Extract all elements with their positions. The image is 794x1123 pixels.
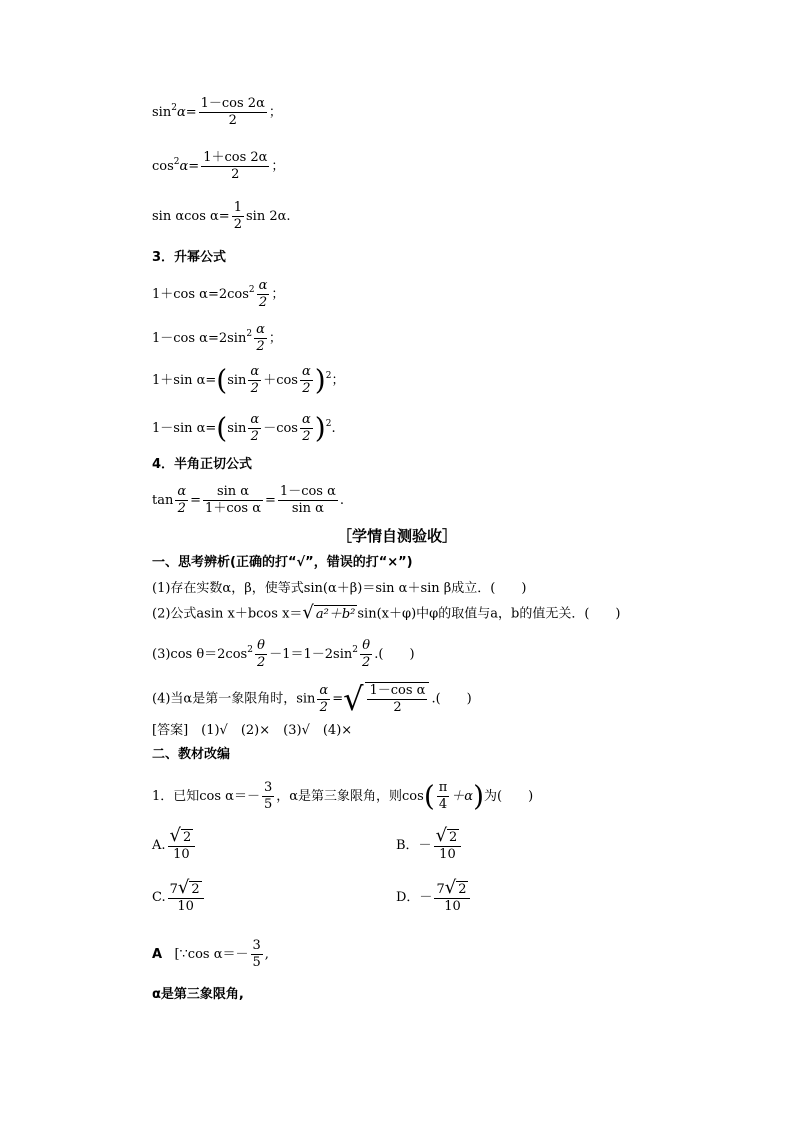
solution-line1	[152, 938, 269, 971]
optC-num	[168, 877, 204, 899]
s3l3-lparen: (	[216, 363, 228, 397]
s3l2-frac	[254, 322, 267, 355]
part2-heading: 二、教材改编	[152, 747, 231, 762]
formula-cos-squared	[152, 150, 284, 183]
solution-frac	[251, 938, 263, 971]
s3l3-den2: 2	[302, 381, 311, 396]
s3l1-den: 2	[258, 295, 268, 310]
solution-num: 3	[252, 938, 261, 953]
optD-num	[434, 877, 470, 899]
q2-radicand: a²＋b²	[315, 607, 356, 622]
optA-num	[168, 825, 196, 847]
q2-b: sin(x＋φ)中φ的取值与a，b的值无关．( )	[357, 606, 621, 622]
s3l1-lhs: 1＋cos α=2cos	[152, 287, 249, 302]
q4-a: (4)当α是第一象限角时，sin	[152, 691, 316, 707]
q3-b: －1＝1－2sin	[269, 647, 353, 662]
part1-q4	[152, 682, 472, 716]
s3l1-sup: 2	[248, 285, 255, 295]
q4-eq: =	[332, 691, 344, 707]
optA-frac	[168, 825, 196, 863]
s4-formula	[152, 484, 344, 517]
option-c	[152, 877, 206, 915]
s4-frac0	[175, 484, 188, 517]
s4-den1: 1＋cos α	[205, 501, 262, 516]
optC-frac	[168, 877, 204, 915]
cos2-fraction	[201, 150, 269, 183]
optB-rad: 2	[449, 830, 458, 845]
part1-q1: (1)存在实数α，β，使等式sin(α＋β)＝sin α＋sin β成立．( )	[152, 581, 527, 596]
s4-tail: .	[339, 493, 345, 508]
s3l4-num1: α	[250, 412, 260, 427]
option-a	[152, 825, 197, 863]
s3l3-lhs: 1＋sin α=	[152, 373, 217, 388]
q3-den: 2	[256, 655, 266, 670]
cos2-lhs: cos	[152, 159, 174, 174]
optD-frac	[434, 877, 470, 915]
optC-coef: 7	[169, 882, 178, 897]
p2q1-num: 3	[263, 780, 273, 795]
s3l4-num2: α	[301, 412, 311, 427]
sin2-fraction	[199, 96, 267, 129]
q4-sqrt	[343, 682, 431, 716]
sin2-num: 1－cos 2α	[200, 96, 265, 111]
part1-q2	[152, 604, 621, 624]
s4-num1: sin α	[203, 484, 263, 501]
s3-line2	[152, 322, 282, 355]
s4-frac1	[203, 484, 263, 517]
p2q1-c: 为( )	[484, 789, 534, 804]
s4-eq: =	[190, 493, 202, 508]
q3-sup2: 2	[352, 645, 358, 655]
solution-b: ,	[264, 947, 269, 962]
s4-num2: 1－cos α	[279, 484, 336, 499]
optA-den: 10	[173, 847, 190, 862]
s3l4-mid: －cos	[263, 421, 298, 436]
sin2-den: 2	[228, 113, 237, 128]
s3l3-frac2	[300, 364, 313, 397]
q3-num: θ	[255, 638, 267, 655]
s3l3-num1: α	[250, 364, 260, 379]
cos2-sup: 2	[173, 157, 180, 167]
part2-q1	[152, 780, 533, 813]
optC-radical-sign: √	[177, 877, 190, 898]
s3l4-frac2	[300, 412, 313, 445]
optB-den: 10	[439, 847, 456, 862]
q3-frac2	[360, 638, 372, 671]
optC-den: 10	[177, 899, 194, 914]
s3l4-rparen: )	[314, 411, 326, 445]
s3l4-den1: 2	[250, 429, 259, 444]
optA-rad: 2	[183, 830, 192, 845]
optD-label: D．－	[396, 890, 433, 905]
solution-label: A	[152, 947, 163, 962]
p2q1-frac	[262, 780, 274, 813]
s3l4-lhs: 1－sin α=	[152, 421, 217, 436]
q4-num: α	[319, 682, 329, 698]
sincos-den: 2	[233, 217, 242, 232]
s3l3-mid: ＋cos	[263, 373, 298, 388]
section4-heading: 4．半角正切公式	[152, 457, 253, 472]
q2-sqrt	[302, 604, 357, 624]
s4-eq2: =	[265, 493, 276, 508]
sin2-var: α=	[176, 105, 197, 120]
s3l2-sup: 2	[246, 329, 253, 339]
optD-coef: 7	[436, 882, 445, 897]
optB-label: B．－	[396, 838, 432, 853]
cos2-var: α=	[179, 159, 200, 174]
s3-line4	[152, 412, 336, 445]
s3l4-tail: .	[331, 421, 336, 436]
s3l2-den: 2	[256, 339, 265, 354]
s3l3-tail: ；	[331, 373, 345, 388]
q4-radical-sign: √	[343, 680, 364, 718]
part1-answer: [答案] (1)√ (2)× (3)√ (4)×	[152, 723, 353, 738]
sincos-num: 1	[233, 200, 242, 215]
option-d	[396, 877, 472, 915]
p2q1-lparen: (	[423, 779, 435, 813]
s3l2-lhs: 1－cos α=2sin	[152, 331, 247, 346]
formula-sin-cos	[152, 200, 291, 233]
part1-q3	[152, 638, 415, 671]
solution-line2: α是第三象限角,	[152, 987, 244, 1002]
optB-frac	[434, 825, 462, 863]
optA-radical-sign: √	[169, 825, 182, 846]
s3l3-a: sin	[227, 373, 247, 388]
s3l1-frac	[257, 278, 270, 311]
s4-den2: sin α	[291, 501, 324, 516]
part1-heading: 一、思考辨析(正确的打“√”，错误的打“×”)	[152, 555, 413, 570]
s3l4-den2: 2	[302, 429, 311, 444]
s4-frac2	[278, 484, 338, 517]
s3l2-num: α	[256, 322, 265, 337]
optC-label: C.	[152, 890, 166, 905]
q2-radical-sign: √	[302, 602, 314, 623]
s4-num0: α	[177, 484, 187, 499]
optD-den: 10	[444, 899, 461, 914]
optA-label: A.	[152, 838, 166, 853]
solution-a: [∵cos α＝－	[174, 947, 249, 962]
optB-radical-sign: √	[435, 825, 448, 846]
sincos-fraction	[232, 200, 244, 233]
cos2-tail: ；	[271, 159, 285, 174]
option-b	[396, 825, 463, 863]
s3l3-den1: 2	[250, 381, 259, 396]
p2q1-pfrac	[437, 780, 450, 813]
q3-den2: 2	[361, 655, 371, 670]
sincos-lhs: sin αcos α=	[152, 209, 230, 224]
s3l4-lparen: (	[216, 411, 228, 445]
optC-rad: 2	[191, 882, 200, 897]
p2q1-pnum: π	[438, 780, 448, 795]
q3-frac	[255, 638, 267, 671]
q3-a: (3)cos θ＝2cos	[152, 647, 248, 662]
sin2-sup: 2	[171, 103, 177, 113]
p2q1-rparen: )	[473, 779, 485, 813]
s3l1-tail: ；	[271, 287, 285, 302]
optD-radical-sign: √	[444, 877, 457, 898]
section3-heading: 3．升幂公式	[152, 250, 227, 265]
q3-num2: θ	[360, 638, 372, 655]
s3-line3	[152, 364, 344, 397]
s4-den0: 2	[177, 501, 186, 516]
p2q1-b: ，α是第三象限角，则cos	[276, 789, 424, 804]
q4-c: .( )	[431, 691, 472, 707]
q2-a: (2)公式asin x＋bcos x＝	[152, 606, 303, 622]
q3-sup: 2	[247, 645, 253, 655]
cos2-den: 2	[231, 167, 240, 182]
p2q1-pmid: ＋α	[451, 789, 474, 804]
optB-num	[434, 825, 462, 847]
section-title: ［学情自测验收］	[336, 527, 457, 545]
q4-radnum: 1－cos α	[369, 683, 426, 698]
q4-frac	[317, 683, 330, 716]
q4-radden: 2	[393, 700, 402, 715]
s3l4-frac1	[248, 412, 261, 445]
s3-line1	[152, 278, 284, 311]
p2q1-a: 1．已知cos α＝－	[152, 789, 260, 804]
s3l4-sup: 2	[325, 419, 332, 429]
q3-c: .( )	[374, 647, 415, 662]
s3l3-num2: α	[301, 364, 311, 379]
q4-den: 2	[319, 699, 328, 715]
s3l3-rparen: )	[314, 363, 326, 397]
sin2-tail: ；	[268, 105, 282, 120]
p2q1-pden: 4	[438, 797, 448, 812]
p2q1-den: 5	[263, 797, 273, 812]
s3l1-num: α	[258, 278, 268, 293]
sin2-lhs: sin	[152, 105, 172, 120]
formula-sin-squared	[152, 96, 282, 129]
s4-lhs: tan	[152, 493, 174, 508]
optD-rad: 2	[458, 882, 467, 897]
s3l2-tail: ；	[268, 331, 282, 346]
solution-den: 5	[252, 955, 261, 970]
cos2-num: 1＋cos 2α	[203, 150, 268, 165]
s3l3-frac1	[248, 364, 261, 397]
q4-rad-frac	[365, 682, 429, 716]
sincos-tail: sin 2α.	[245, 209, 291, 224]
s3l4-a: sin	[227, 421, 247, 436]
s3l3-sup: 2	[325, 371, 332, 381]
